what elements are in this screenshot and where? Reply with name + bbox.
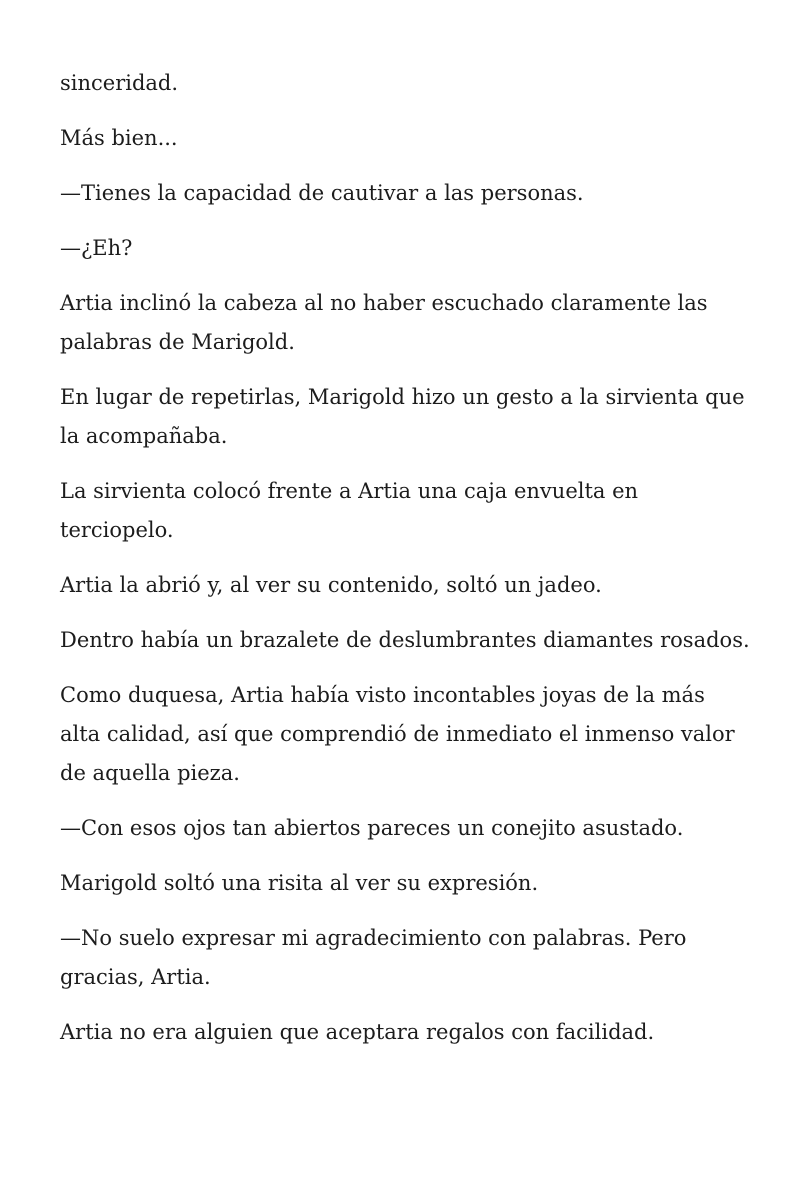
paragraph: Más bien... [60, 126, 178, 150]
paragraph: La sirvienta colocó frente a Artia una caja envuelta en terciopelo. [60, 479, 639, 542]
paragraph: Artia la abrió y, al ver su contenido, soltó un jadeo. [60, 573, 602, 597]
dialogue-line: —Con esos ojos tan abiertos pareces un conejito asustado. [60, 816, 684, 840]
dialogue-line: —¿Eh? [60, 236, 133, 260]
paragraph: Dentro había un brazalete de deslumbrantes diamantes rosados. [60, 628, 750, 652]
paragraph: Como duquesa, Artia había visto incontables joyas de la más alta calidad, así que comprendió de inmediato el inmenso valor de aquella pieza. [60, 683, 735, 785]
dialogue-line: —Tienes la capacidad de cautivar a las personas. [60, 181, 584, 205]
paragraph: Artia no era alguien que aceptara regalos con facilidad. [60, 1020, 655, 1044]
paragraph: Marigold soltó una risita al ver su expresión. [60, 871, 539, 895]
paragraph: Artia inclinó la cabeza al no haber escuchado claramente las palabras de Marigold. [60, 291, 708, 354]
paragraph: sinceridad. [60, 71, 179, 95]
paragraph: En lugar de repetirlas, Marigold hizo un gesto a la sirvienta que la acompañaba. [60, 385, 745, 448]
dialogue-line: —No suelo expresar mi agradecimiento con palabras. Pero gracias, Artia. [60, 926, 687, 989]
